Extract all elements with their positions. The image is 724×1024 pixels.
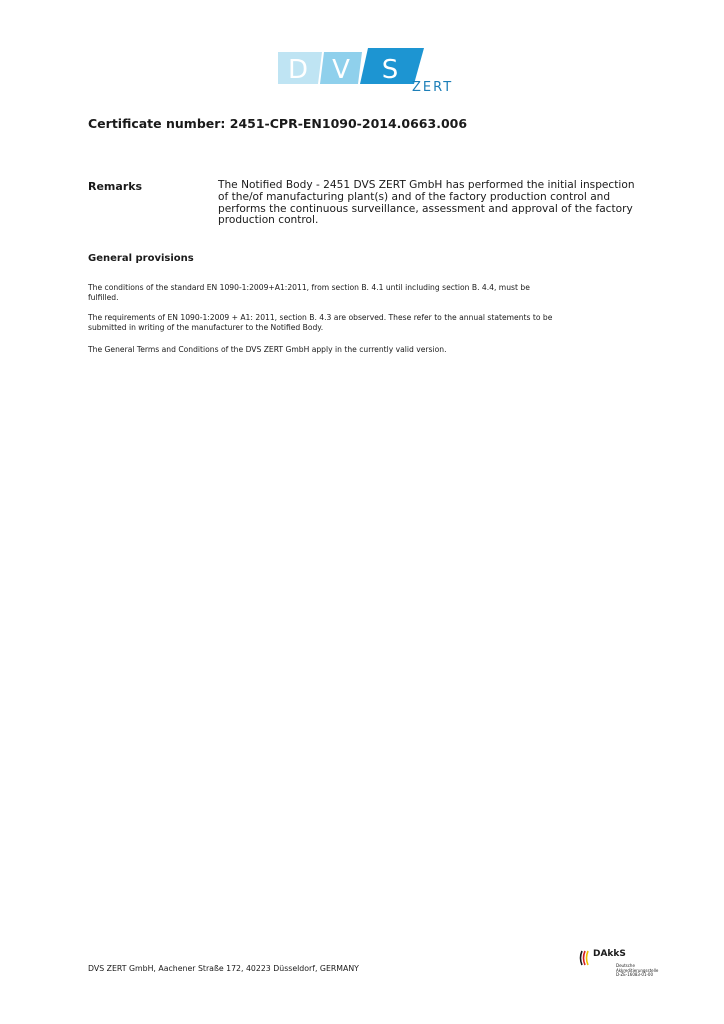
dakks-flag-icon <box>578 950 592 966</box>
footer-address: DVS ZERT GmbH, Aachener Straße 172, 40223 Düsseldorf, GERMANY <box>88 964 359 973</box>
dakks-accreditation-mark <box>578 948 668 984</box>
provision-paragraph-2: The requirements of EN 1090-1:2009 + A1: 2011, section B. 4.3 are observed. These refer to the annual statements to be submitted in writing of the manufacturer to the Notified Body. <box>88 313 553 333</box>
certificate-label: Certificate number: <box>88 116 226 131</box>
certificate-number <box>88 116 467 131</box>
dakks-name: DAkkS <box>593 949 626 959</box>
provision-paragraph-3: The General Terms and Conditions of the DVS ZERT GmbH apply in the currently valid version. <box>88 345 447 354</box>
logo-letter-s: S <box>381 55 399 85</box>
dakks-line-2: Akkreditierungsstelle <box>616 967 659 973</box>
logo-suffix: ZERT <box>412 80 454 94</box>
certificate-value: 2451-CPR-EN1090-2014.0663.006 <box>229 116 468 131</box>
dvs-zert-logo <box>278 48 470 94</box>
dvs-zert-logo-graphic <box>278 48 470 94</box>
remarks-text: The Notified Body - 2451 DVS ZERT GmbH has performed the initial inspection of the/of manufacturing plant(s) and of the factory production control and performs the continuous surveillance, assessment and approval of the factory production control. <box>218 179 635 227</box>
dakks-details <box>616 964 672 978</box>
logo-letter-v: V <box>332 55 350 85</box>
logo-letter-d: D <box>287 55 309 85</box>
remarks-label: Remarks <box>88 180 143 193</box>
dakks-line-3: D-ZE-16083-01-00 <box>616 972 654 978</box>
provision-paragraph-1: The conditions of the standard EN 1090-1:2009+A1:2011, from section B. 4.1 until including section B. 4.4, must be fulfilled. <box>88 283 530 303</box>
dakks-line-1: Deutsche <box>616 963 635 968</box>
general-provisions-heading: General provisions <box>88 253 194 264</box>
